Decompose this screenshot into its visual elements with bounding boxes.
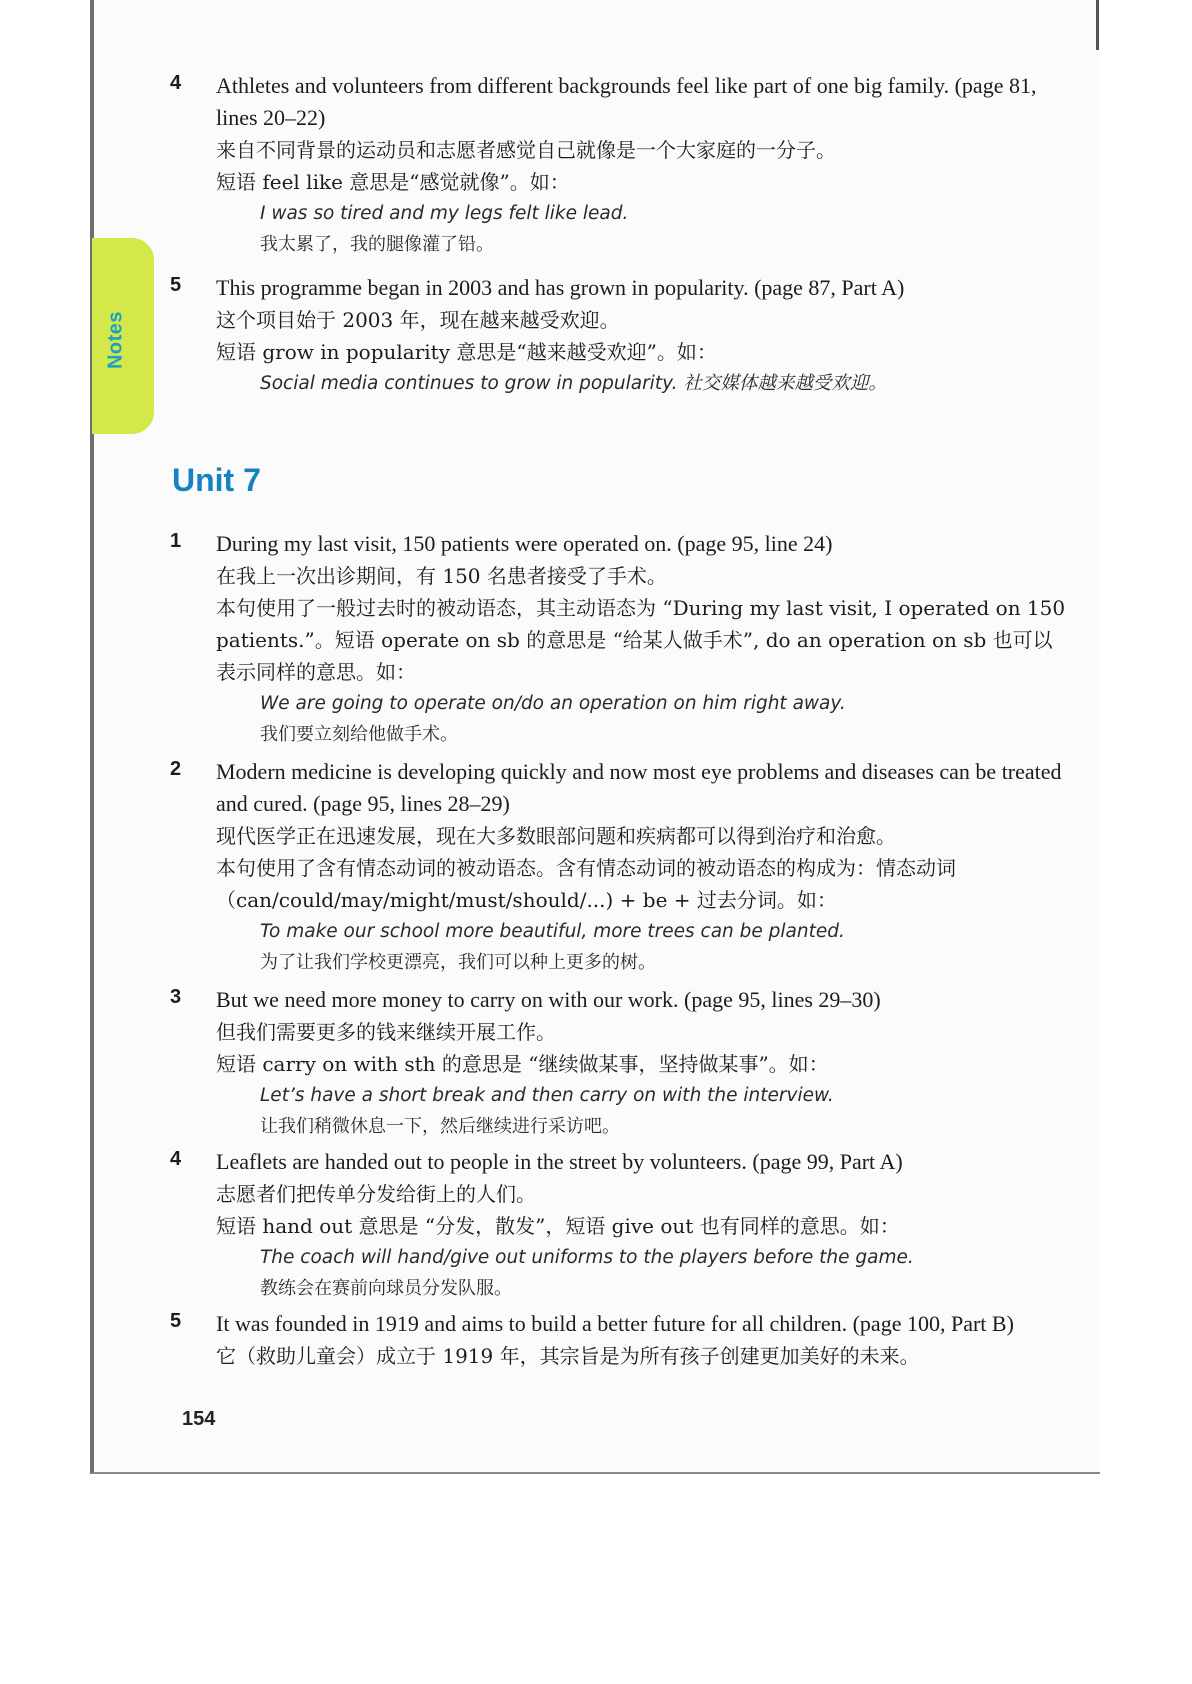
note-sentence-en: Modern medicine is developing quickly and now most eye problems and diseases can be treated and cured. (page 95, lines 28–29) bbox=[216, 759, 1062, 816]
note-item bbox=[170, 1308, 1070, 1372]
note-sentence-en: Athletes and volunteers from different backgrounds feel like part of one big family. (page 81, lines 20–22) bbox=[216, 73, 1037, 130]
example-zh: 教练会在赛前向球员分发队服。 bbox=[260, 1278, 512, 1299]
note-item bbox=[170, 984, 1070, 1142]
example-zh: 我们要立刻给他做手术。 bbox=[260, 724, 458, 745]
note-translation-zh: 来自不同背景的运动员和志愿者感觉自己就像是一个大家庭的一分子。 bbox=[216, 138, 836, 162]
note-item bbox=[170, 756, 1070, 978]
unit-heading: Unit 7 bbox=[172, 462, 261, 498]
note-explanation: 本句使用了含有情态动词的被动语态。含有情态动词的被动语态的构成为：情态动词（can/could/may/might/must/should/...) + be + 过去分词。如： bbox=[216, 856, 956, 912]
note-number: 4 bbox=[170, 1148, 182, 1170]
example-en: To make our school more beautiful, more trees can be planted. bbox=[260, 921, 845, 942]
note-number: 5 bbox=[170, 1310, 182, 1332]
note-explanation: 本句使用了一般过去时的被动语态，其主动语态为 “During my last visit, I operated on 150 patients.”。短语 operate on sb 的意思是 “给某人做手术”, do an operation on sb 也可以表示同样的意思。如： bbox=[216, 596, 1066, 684]
note-translation-zh: 它（救助儿童会）成立于 1919 年，其宗旨是为所有孩子创建更加美好的未来。 bbox=[216, 1344, 920, 1368]
note-translation-zh: 但我们需要更多的钱来继续开展工作。 bbox=[216, 1020, 556, 1044]
note-sentence-en: Leaflets are handed out to people in the street by volunteers. (page 99, Part A) bbox=[216, 1149, 903, 1174]
note-explanation: 短语 feel like 意思是“感觉就像”。如： bbox=[216, 170, 570, 194]
note-translation-zh: 这个项目始于 2003 年，现在越来越受欢迎。 bbox=[216, 308, 620, 332]
note-item bbox=[170, 1146, 1070, 1304]
note-item bbox=[170, 272, 1070, 399]
example-zh: 为了让我们学校更漂亮，我们可以种上更多的树。 bbox=[260, 952, 656, 973]
note-number: 2 bbox=[170, 758, 182, 780]
note-number: 1 bbox=[170, 530, 182, 552]
note-translation-zh: 志愿者们把传单分发给街上的人们。 bbox=[216, 1182, 536, 1206]
example-en: We are going to operate on/do an operation on him right away. bbox=[260, 693, 846, 714]
note-item bbox=[170, 70, 1070, 260]
note-sentence-en: But we need more money to carry on with our work. (page 95, lines 29–30) bbox=[216, 987, 881, 1012]
note-explanation: 短语 grow in popularity 意思是“越来越受欢迎”。如： bbox=[216, 340, 717, 364]
note-sentence-en: During my last visit, 150 patients were operated on. (page 95, line 24) bbox=[216, 531, 833, 556]
example-en: Social media continues to grow in popularity. 社交媒体越来越受欢迎。 bbox=[260, 373, 887, 394]
note-sentence-en: It was founded in 1919 and aims to build a better future for all children. (page 100, Part B) bbox=[216, 1311, 1014, 1336]
page-number: 154 bbox=[182, 1408, 216, 1430]
note-number: 4 bbox=[170, 72, 182, 94]
note-explanation: 短语 hand out 意思是 “分发，散发”，短语 give out 也有同样的意思。如： bbox=[216, 1214, 900, 1238]
note-explanation: 短语 carry on with sth 的意思是 “继续做某事，坚持做某事”。如： bbox=[216, 1052, 829, 1076]
scan-edge bbox=[1096, 0, 1099, 50]
example-en: I was so tired and my legs felt like lead. bbox=[260, 203, 629, 224]
note-item bbox=[170, 528, 1070, 750]
example-en: The coach will hand/give out uniforms to the players before the game. bbox=[260, 1247, 914, 1268]
side-tab-label: Notes bbox=[104, 310, 127, 370]
note-translation-zh: 现代医学正在迅速发展，现在大多数眼部问题和疾病都可以得到治疗和治愈。 bbox=[216, 824, 896, 848]
note-sentence-en: This programme began in 2003 and has grown in popularity. (page 87, Part A) bbox=[216, 275, 905, 300]
note-number: 5 bbox=[170, 274, 182, 296]
example-zh: 我太累了，我的腿像灌了铅。 bbox=[260, 234, 494, 255]
example-en: Let’s have a short break and then carry on with the interview. bbox=[260, 1085, 834, 1106]
note-number: 3 bbox=[170, 986, 182, 1008]
note-translation-zh: 在我上一次出诊期间，有 150 名患者接受了手术。 bbox=[216, 564, 667, 588]
example-zh: 让我们稍微休息一下，然后继续进行采访吧。 bbox=[260, 1116, 620, 1137]
